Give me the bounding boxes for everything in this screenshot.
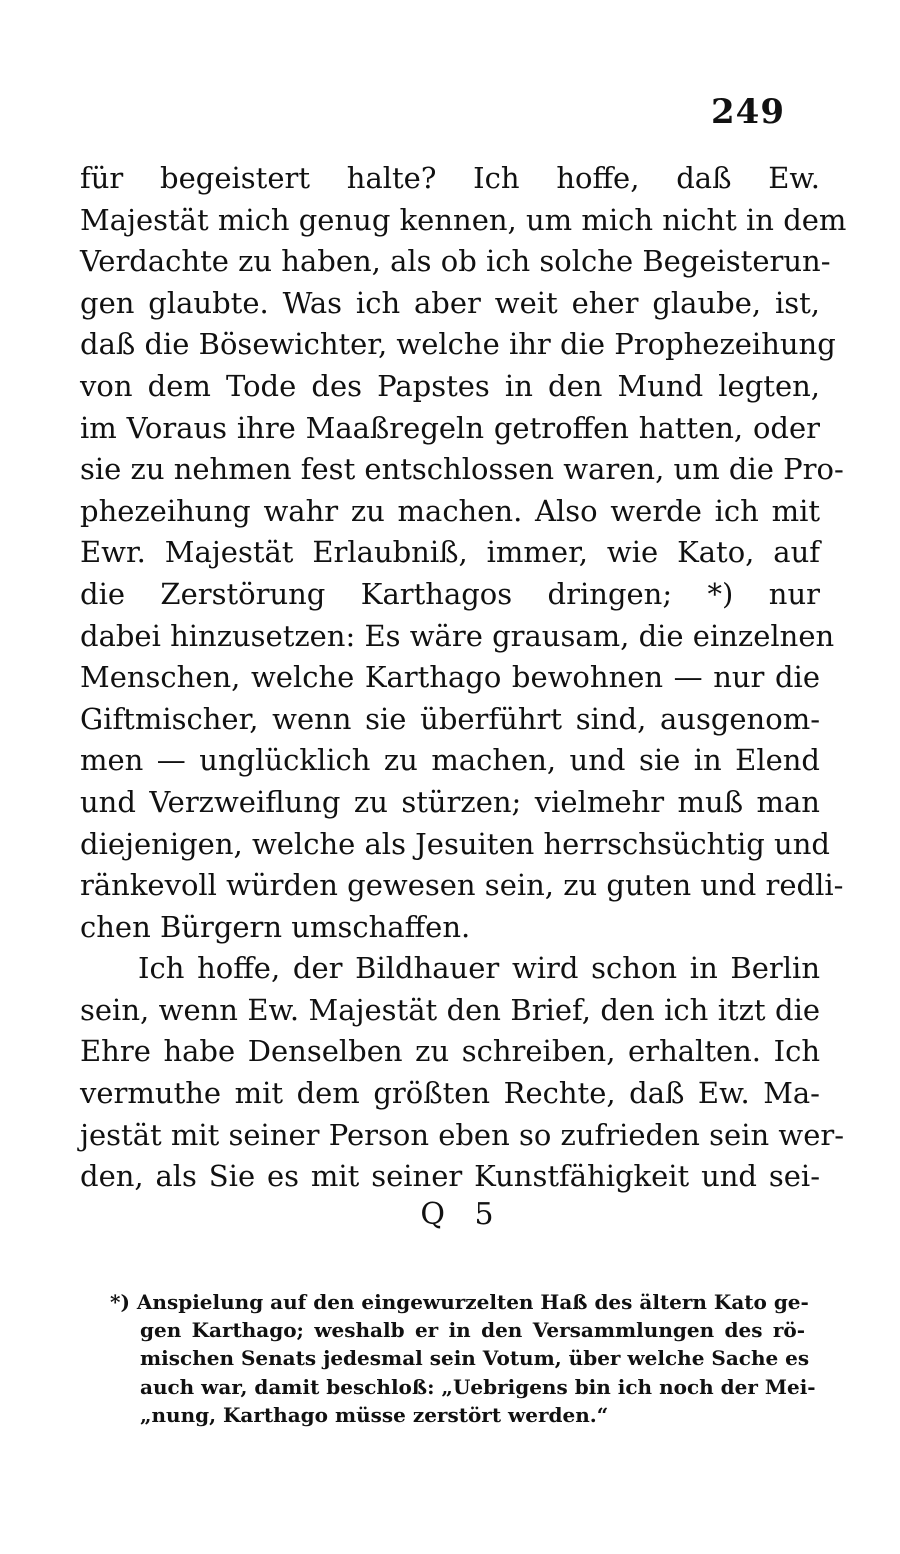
page-number: 249 [711, 92, 785, 132]
text-line: Menschen, welche Karthago bewohnen — nur die [80, 660, 820, 695]
footnote-line: *) Anspielung auf den eingewurzelten Haß des ältern Kato ge- [110, 1290, 809, 1314]
text-line: für begeistert halte? Ich hoffe, daß Ew. [80, 161, 820, 195]
footnote [110, 1288, 816, 1429]
text-line: daß die Bösewichter, welche ihr die Prophezeihung [80, 327, 836, 362]
text-line: die Zerstörung Karthagos dringen; *) nur [80, 576, 820, 611]
text-line: sie zu nehmen fest entschlossen waren, um die Pro- [80, 452, 844, 487]
text-line: men — unglücklich zu machen, und sie in Elend [80, 743, 820, 778]
text-line: dabei hinzusetzen: Es wäre grausam, die einzelnen [80, 618, 835, 653]
text-line: Majestät mich genug kennen, um mich nicht in dem [80, 202, 847, 237]
footnote-line: gen Karthago; weshalb er in den Versammlungen des rö- [140, 1318, 805, 1343]
signature-mark: Q 5 [420, 1197, 504, 1232]
text-line: Ehre habe Denselben zu schreiben, erhalten. Ich [80, 1034, 820, 1069]
text-line: Giftmischer, wenn sie überführt sind, ausgenom- [80, 701, 820, 736]
body-text [80, 158, 847, 1198]
footnote-line: „nung, Karthago müsse zerstört werden.“ [140, 1402, 609, 1427]
text-line: vermuthe mit dem größten Rechte, daß Ew. Ma- [80, 1076, 820, 1111]
text-line: Verdachte zu haben, als ob ich solche Begeisterun- [80, 244, 831, 279]
text-line: sein, wenn Ew. Majestät den Brief, den ich itzt die [80, 992, 820, 1027]
text-line: diejenigen, welche als Jesuiten herrschsüchtig und [80, 826, 830, 861]
text-line: von dem Tode des Papstes in den Mund legten, [80, 368, 820, 403]
text-line: phezeihung wahr zu machen. Also werde ich mit [80, 493, 820, 528]
footnote-line: auch war, damit beschloß: „Uebrigens bin ich noch der Mei- [140, 1374, 816, 1399]
text-line: Ich hoffe, der Bildhauer wird schon in Berlin [138, 951, 820, 986]
text-line: chen Bürgern umschaffen. [80, 909, 471, 944]
text-line: Ewr. Majestät Erlaubniß, immer, wie Kato, auf [80, 535, 820, 570]
text-line: den, als Sie es mit seiner Kunstfähigkeit und sei- [80, 1159, 820, 1194]
text-line: im Voraus ihre Maaßregeln getroffen hatten, oder [80, 410, 820, 445]
text-line: gen glaubte. Was ich aber weit eher glaube, ist, [80, 285, 820, 320]
text-line: jestät mit seiner Person eben so zufrieden sein wer- [80, 1117, 845, 1152]
text-line: ränkevoll würden gewesen sein, zu guten und redli- [80, 868, 844, 903]
footnote-line: mischen Senats jedesmal sein Votum, über welche Sache es [140, 1346, 810, 1371]
text-line: und Verzweiflung zu stürzen; vielmehr muß man [80, 784, 820, 819]
